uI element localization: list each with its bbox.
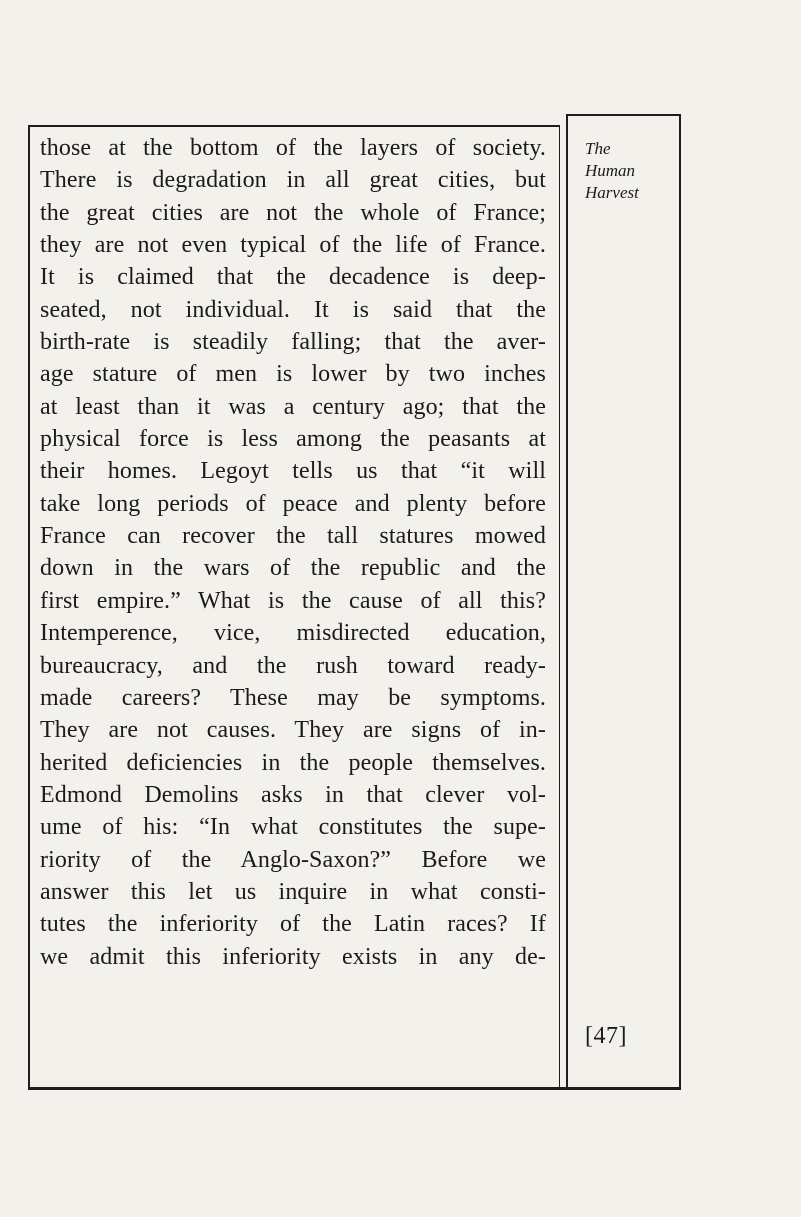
text-line: herited deficiencies in the people themselves. [40,749,546,776]
text-line: made careers? These may be symptoms. [40,684,546,711]
text-line: first empire.” What is the cause of all this? [40,587,546,614]
running-title-word: Harvest [585,183,639,202]
body-text [40,132,546,973]
text-line: birth-rate is steadily falling; that the aver- [40,329,546,356]
text-line: riority of the Anglo-Saxon?” Before we [40,846,546,873]
text-line: Edmond Demolins asks in that clever vol- [40,781,546,808]
text-line: seated, not individual. It is said that the [40,296,546,323]
text-line: There is degradation in all great cities, but [40,167,546,194]
text-line: their homes. Legoyt tells us that “it will [40,458,546,485]
text-line: they are not even typical of the life of France. [40,232,546,259]
bottom-rule [28,1087,681,1090]
text-line: answer this let us inquire in what consti- [40,878,546,905]
text-line: the great cities are not the whole of France; [40,199,546,226]
margin-note-frame [566,114,681,1089]
text-line: They are not causes. They are signs of in- [40,717,546,744]
text-line: those at the bottom of the layers of society. [40,135,546,161]
text-line: bureaucracy, and the rush toward ready- [40,652,546,679]
text-line: tutes the inferiority of the Latin races? If [40,911,546,938]
text-line: age stature of men is lower by two inches [40,361,546,388]
text-line: It is claimed that the decadence is deep- [40,264,546,291]
text-line: ume of his: “In what constitutes the supe- [40,814,546,841]
text-line: Intemperence, vice, misdirected education, [40,620,546,647]
text-line: France can recover the tall statures mowed [40,523,546,550]
running-title [585,138,680,204]
text-line: take long periods of peace and plenty before [40,490,546,517]
page-number: [47] [585,1023,627,1049]
text-line: down in the wars of the republic and the [40,555,546,582]
text-line: we admit this inferiority exists in any de- [40,943,546,970]
running-title-word: The [585,139,611,158]
running-title-word: Human [585,161,636,180]
text-line: at least than it was a century ago; that the [40,393,546,420]
text-line: physical force is less among the peasants at [40,426,546,453]
